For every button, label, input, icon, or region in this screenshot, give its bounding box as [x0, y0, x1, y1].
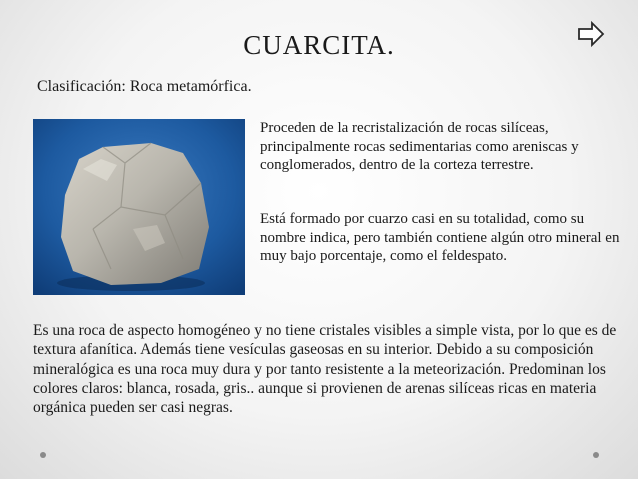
quartzite-rock-photo [33, 119, 245, 295]
description-paragraph: Es una roca de aspecto homogéneo y no tiene cristales visibles a simple vista, por lo que es de textura afanítica. Además tiene vesículas gaseosas en su interior. Debido a su composición mineralógica es una roca muy dura y por tanto resistente a la meteorización. Predominan los colores claros: blanca, rosada, gris.. aunque si provienen de arenas silíceas ricas en materia orgánica pueden ser casi negras. [33, 322, 617, 417]
right-arrow-icon[interactable] [576, 20, 606, 48]
decorative-dot-right [593, 452, 599, 458]
composition-paragraph: Está formado por cuarzo casi en su totalidad, como su nombre indica, pero también contiene algún otro mineral en muy bajo porcentaje, como el feldespato. [260, 211, 620, 265]
slide-title: CUARCITA. [243, 30, 395, 60]
origin-paragraph: Proceden de la recristalización de rocas silíceas, principalmente rocas sedimentarias como areniscas y conglomerados, dentro de la corteza terrestre. [260, 120, 579, 174]
classification-label: Clasificación: Roca metamórfica. [37, 78, 252, 95]
decorative-dot-left [40, 452, 46, 458]
